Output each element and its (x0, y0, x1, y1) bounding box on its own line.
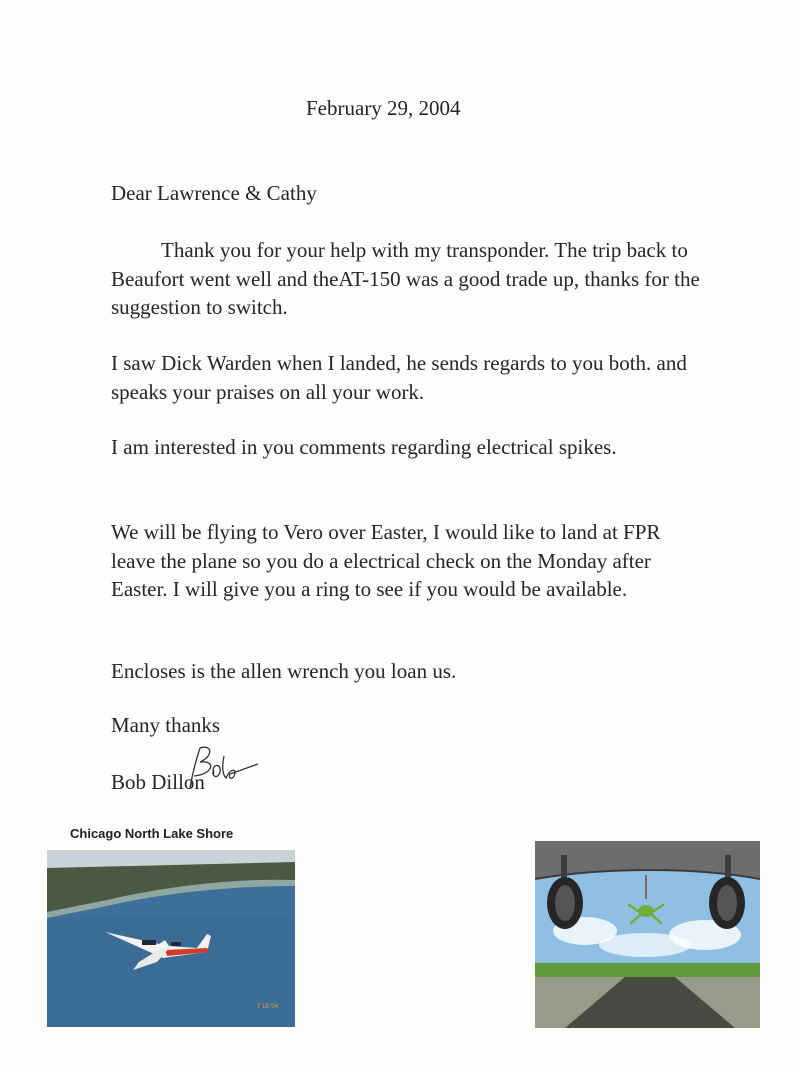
paragraph-thanks: Thank you for your help with my transponder. The trip back to Beaufort went well and theAT-150 was a good trade up, thanks for the suggestion to switch. (111, 238, 700, 319)
photo-caption: Chicago North Lake Shore (70, 826, 234, 841)
paragraph-easter-plans: We will be flying to Vero over Easter, I would like to land at FPR leave the plane so you do a electrical check on the Monday after Easter. I will give you a ring to see if you would be available. (111, 520, 661, 601)
salutation: Dear Lawrence & Cathy (111, 181, 317, 205)
paragraph-dick-warden: I saw Dick Warden when I landed, he sends regards to you both. and speaks your praises on all your work. (111, 351, 687, 404)
signer-name: Bob Dillon (111, 770, 205, 794)
letter-date: February 29, 2004 (306, 96, 461, 120)
paragraph-electrical-spikes: I am interested in you comments regarding electrical spikes. (111, 435, 617, 459)
closing: Many thanks (111, 713, 221, 737)
cartoon-illustration (535, 841, 760, 1028)
airplane-photo (47, 850, 295, 1027)
paragraph-enclosure: Encloses is the allen wrench you loan us. (111, 659, 457, 683)
photo-date-stamp: 7 18 '04 (257, 1004, 279, 1010)
